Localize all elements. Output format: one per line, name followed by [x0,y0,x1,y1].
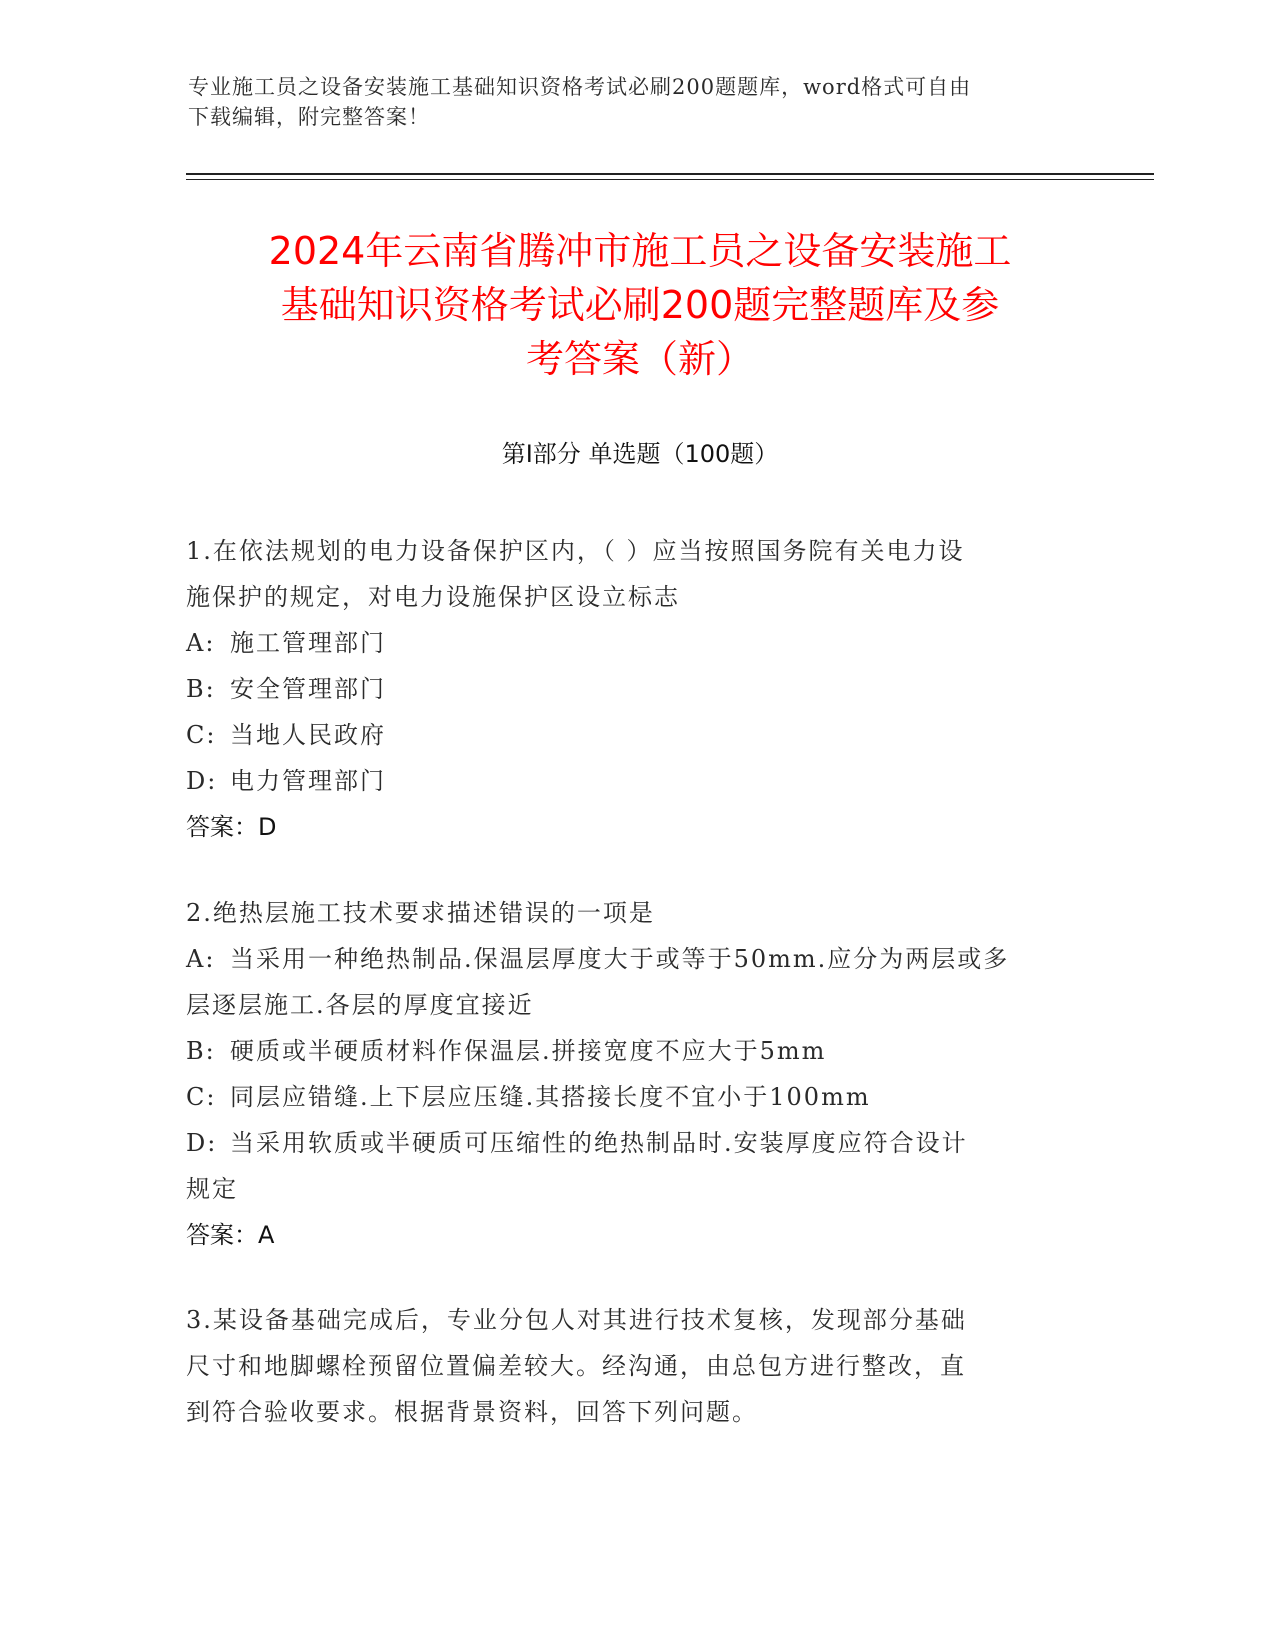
option-d-continued: 规定 [186,1175,238,1203]
option-c [186,712,1086,758]
option-d [186,1120,1086,1166]
option-text: 当采用软质或半硬质可压缩性的绝热制品时.安装厚度应符合设计 [230,1129,968,1157]
question-3 [186,1297,1086,1435]
option-key: D: [186,767,218,795]
option-key: A: [186,945,216,973]
document-title [180,224,1100,386]
option-b [186,666,1086,712]
title-line2: 基础知识资格考试必刷200题完整题库及参 [280,283,1000,327]
answer: 答案：D [186,813,277,841]
option-key: C: [186,721,217,749]
question-1 [186,528,1086,850]
question-stem-line: 3.某设备基础完成后，专业分包人对其进行技术复核，发现部分基础 [186,1306,967,1334]
header-divider-thick [186,173,1154,175]
option-a [186,620,1086,666]
option-text: 施工管理部门 [230,629,386,657]
option-text: 当地人民政府 [230,721,386,749]
option-text: 当采用一种绝热制品.保温层厚度大于或等于50mm.应分为两层或多 [230,945,1010,973]
question-stem-line: 到符合验收要求。根据背景资料，回答下列问题。 [186,1398,758,1426]
option-key: D: [186,1129,218,1157]
option-a-continued: 层逐层施工.各层的厚度宜接近 [186,991,534,1019]
title-line3: 考答案（新） [525,337,754,381]
option-key: B: [186,675,216,703]
option-text: 同层应错缝.上下层应压缝.其搭接长度不宜小于100mm [230,1083,871,1111]
answer: 答案：A [186,1221,275,1249]
option-text: 电力管理部门 [230,767,386,795]
header-note [188,72,1068,132]
option-key: A: [186,629,216,657]
header-divider-thin [186,179,1154,180]
option-b [186,1028,1086,1074]
section-title: 第I部分 单选题（100题） [501,440,779,468]
question-stem-line: 施保护的规定，对电力设施保护区设立标志 [186,583,680,611]
option-a [186,936,1086,982]
option-c [186,1074,1086,1120]
title-line1: 2024年云南省腾冲市施工员之设备安装施工 [268,229,1012,273]
question-stem-line: 1.在依法规划的电力设备保护区内，（ ）应当按照国务院有关电力设 [186,537,965,565]
option-text: 硬质或半硬质材料作保温层.拼接宽度不应大于5mm [230,1037,827,1065]
option-text: 安全管理部门 [230,675,386,703]
header-note-line2: 下载编辑，附完整答案！ [188,105,430,129]
header-note-line1: 专业施工员之设备安装施工基础知识资格考试必刷200题题库，word格式可自由 [188,75,972,99]
question-2 [186,890,1086,1258]
option-key: C: [186,1083,217,1111]
option-d [186,758,1086,804]
option-key: B: [186,1037,216,1065]
question-stem-line: 2.绝热层施工技术要求描述错误的一项是 [186,899,655,927]
question-stem-line: 尺寸和地脚螺栓预留位置偏差较大。经沟通，由总包方进行整改，直 [186,1352,966,1380]
